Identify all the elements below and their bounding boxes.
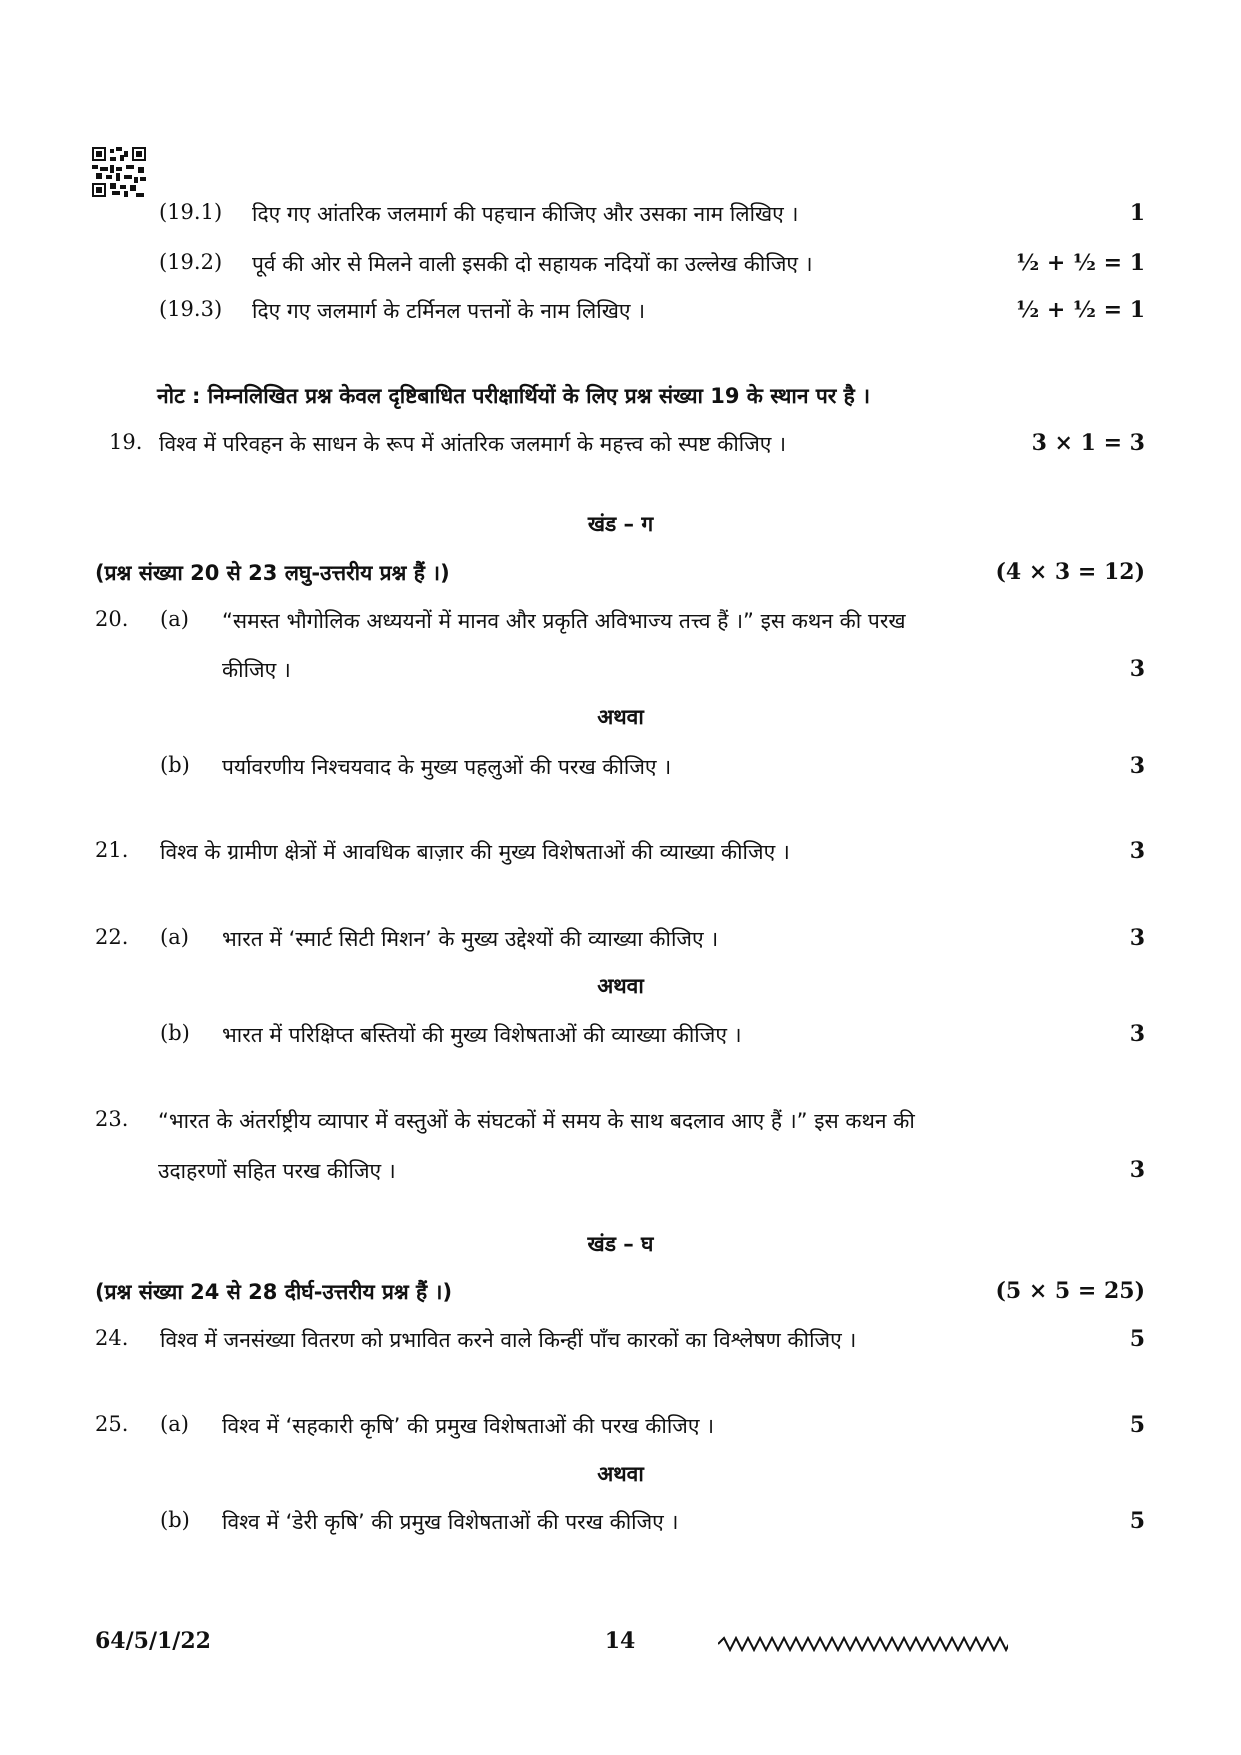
q25-or: अथवा — [597, 1462, 644, 1486]
subq-19-3-text: दिए गए जलमार्ग के टर्मिनल पत्तनों के नाम लिखिए । — [252, 299, 646, 323]
q25-a-label: (a) — [160, 1412, 189, 1436]
q20-number: 20. — [95, 607, 129, 631]
q20-b-text: पर्यावरणीय निश्चयवाद के मुख्य पहलुओं की परख कीजिए । — [222, 755, 672, 779]
q25-a-text: विश्व में ‘सहकारी कृषि’ की प्रमुख विशेषताओं की परख कीजिए । — [222, 1414, 715, 1438]
q20-b-label: (b) — [160, 753, 190, 777]
q24-text: विश्व में जनसंख्या वितरण को प्रभावित करने वाले किन्हीं पाँच कारकों का विश्लेषण कीजिए । — [160, 1328, 857, 1352]
q19-alt-number: 19. — [109, 430, 143, 454]
q20-a-text-line1: “समस्त भौगोलिक अध्ययनों में मानव और प्रकृति अविभाज्य तत्त्व हैं ।” इस कथन की परख — [222, 609, 906, 633]
q22-b-text: भारत में परिक्षिप्त बस्तियों की मुख्य विशेषताओं की व्याख्या कीजिए । — [222, 1023, 742, 1047]
q25-b-marks: 5 — [1129, 1508, 1145, 1534]
q25-b-label: (b) — [160, 1508, 190, 1532]
subq-19-2-number: (19.2) — [159, 250, 223, 274]
q24-number: 24. — [95, 1326, 129, 1350]
footer-page-number: 14 — [604, 1628, 636, 1654]
q22-a-text: भारत में ‘स्मार्ट सिटी मिशन’ के मुख्य उद्देश्यों की व्याख्या कीजिए । — [222, 927, 719, 951]
section-d-marks: (5 × 5 = 25) — [995, 1278, 1145, 1304]
q20-a-marks: 3 — [1129, 656, 1145, 682]
q22-a-label: (a) — [160, 925, 189, 949]
wavy-line-decoration — [718, 1636, 1008, 1652]
subq-19-1-text: दिए गए आंतरिक जलमार्ग की पहचान कीजिए और उसका नाम लिखिए । — [252, 202, 799, 226]
qr-code-icon — [92, 147, 146, 197]
q21-text: विश्व के ग्रामीण क्षेत्रों में आवधिक बाज़ार की मुख्य विशेषताओं की व्याख्या कीजिए । — [160, 840, 790, 864]
q23-text-line2: उदाहरणों सहित परख कीजिए । — [158, 1159, 396, 1183]
footer-paper-code: 64/5/1/22 — [95, 1628, 211, 1654]
section-c-instruction: (प्रश्न संख्या 20 से 23 लघु-उत्तरीय प्रश्न हैं ।) — [95, 561, 450, 585]
q22-b-label: (b) — [160, 1021, 190, 1045]
q19-alt-text: विश्व में परिवहन के साधन के रूप में आंतरिक जलमार्ग के महत्त्व को स्पष्ट कीजिए । — [159, 432, 787, 456]
section-d-instruction: (प्रश्न संख्या 24 से 28 दीर्घ-उत्तरीय प्रश्न हैं ।) — [95, 1280, 453, 1304]
q20-a-label: (a) — [160, 607, 189, 631]
q22-a-marks: 3 — [1129, 925, 1145, 951]
visually-impaired-note: नोट : निम्नलिखित प्रश्न केवल दृष्टिबाधित परीक्षार्थियों के लिए प्रश्न संख्या 19 के स्थान पर है । — [157, 384, 871, 408]
q25-number: 25. — [95, 1412, 129, 1436]
subq-19-1-marks: 1 — [1129, 200, 1145, 226]
q24-marks: 5 — [1129, 1326, 1145, 1352]
subq-19-3-marks: ½ + ½ = 1 — [1016, 297, 1145, 323]
q23-marks: 3 — [1129, 1157, 1145, 1183]
subq-19-3-number: (19.3) — [159, 297, 223, 321]
q21-marks: 3 — [1129, 838, 1145, 864]
q21-number: 21. — [95, 838, 129, 862]
q20-a-text-line2: कीजिए । — [222, 658, 291, 682]
q23-text-line1: “भारत के अंतर्राष्ट्रीय व्यापार में वस्तुओं के संघटकों में समय के साथ बदलाव आए हैं ।” इस कथन की — [158, 1109, 915, 1133]
q22-b-marks: 3 — [1129, 1021, 1145, 1047]
q20-b-marks: 3 — [1129, 753, 1145, 779]
section-c-title: खंड – ग — [587, 512, 654, 536]
q25-b-text: विश्व में ‘डेरी कृषि’ की प्रमुख विशेषताओं की परख कीजिए । — [222, 1510, 679, 1534]
q22-number: 22. — [95, 925, 129, 949]
subq-19-1-number: (19.1) — [159, 200, 223, 224]
subq-19-2-text: पूर्व की ओर से मिलने वाली इसकी दो सहायक नदियों का उल्लेख कीजिए । — [252, 252, 813, 276]
q22-or: अथवा — [597, 974, 644, 998]
section-d-title: खंड – घ — [587, 1232, 654, 1256]
section-c-marks: (4 × 3 = 12) — [995, 559, 1145, 585]
q23-number: 23. — [95, 1107, 129, 1131]
subq-19-2-marks: ½ + ½ = 1 — [1016, 250, 1145, 276]
q19-alt-marks: 3 × 1 = 3 — [1031, 430, 1145, 456]
q20-or: अथवा — [597, 705, 644, 729]
q25-a-marks: 5 — [1129, 1412, 1145, 1438]
